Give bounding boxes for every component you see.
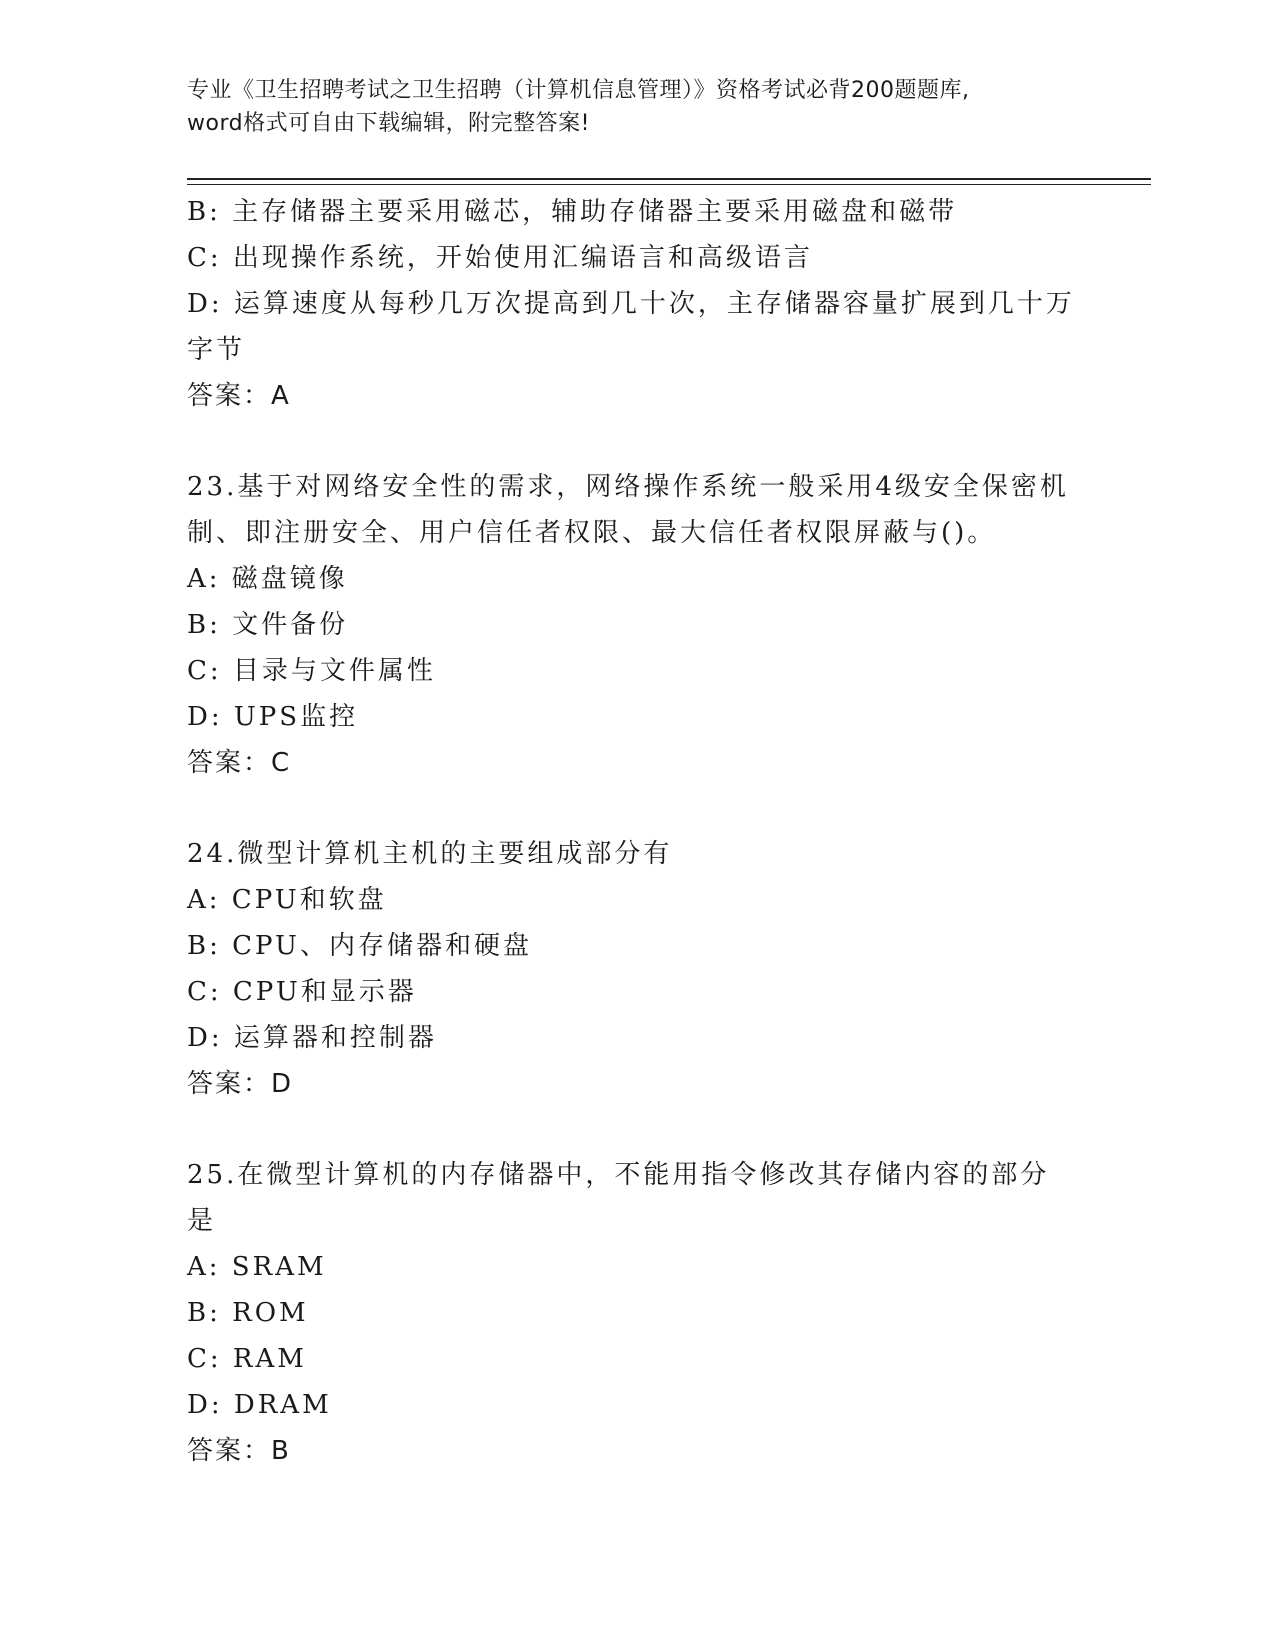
answer: 答案：B xyxy=(187,1436,291,1466)
question-stem: 23.基于对网络安全性的需求，网络操作系统一般采用4级安全保密机 xyxy=(187,472,1069,502)
option-b: B: CPU、内存储器和硬盘 xyxy=(187,931,532,961)
option-a: A: SRAM xyxy=(187,1252,327,1282)
option-d: D: 运算速度从每秒几万次提高到几十次，主存储器容量扩展到几十万 xyxy=(187,289,1075,319)
option-c: C: CPU和显示器 xyxy=(187,977,417,1007)
option-c: C: 目录与文件属性 xyxy=(187,656,436,686)
option-c: C: 出现操作系统，开始使用汇编语言和高级语言 xyxy=(187,243,813,273)
option-d: D: UPS监控 xyxy=(187,702,359,732)
document-header xyxy=(187,74,1087,140)
spacer xyxy=(187,786,1077,831)
header-title-line-2: word格式可自由下载编辑，附完整答案! xyxy=(187,111,590,136)
answer: 答案：D xyxy=(187,1069,294,1099)
option-d: D: DRAM xyxy=(187,1390,332,1420)
question-22-continuation xyxy=(187,189,1077,419)
option-c: C: RAM xyxy=(187,1344,307,1374)
spacer xyxy=(187,1107,1077,1152)
option-a: A: 磁盘镜像 xyxy=(187,564,348,594)
answer: 答案：C xyxy=(187,748,292,778)
option-a: A: CPU和软盘 xyxy=(187,885,387,915)
question-stem: 24.微型计算机主机的主要组成部分有 xyxy=(187,839,673,869)
header-divider-thin xyxy=(187,184,1151,185)
question-24 xyxy=(187,831,1077,1107)
option-d-continued: 字节 xyxy=(187,335,246,365)
spacer xyxy=(187,419,1077,464)
option-b: B: 主存储器主要采用磁芯，辅助存储器主要采用磁盘和磁带 xyxy=(187,197,958,227)
question-23 xyxy=(187,464,1077,786)
option-b: B: ROM xyxy=(187,1298,309,1328)
option-d: D: 运算器和控制器 xyxy=(187,1023,437,1053)
question-25 xyxy=(187,1152,1077,1474)
question-list xyxy=(187,189,1077,1474)
answer: 答案：A xyxy=(187,381,291,411)
header-divider-thick xyxy=(187,178,1151,180)
question-stem-continued: 制、即注册安全、用户信任者权限、最大信任者权限屏蔽与()。 xyxy=(187,518,997,548)
option-b: B: 文件备份 xyxy=(187,610,349,640)
question-stem: 25.在微型计算机的内存储器中，不能用指令修改其存储内容的部分是 xyxy=(187,1160,1050,1236)
header-title-line-1: 专业《卫生招聘考试之卫生招聘（计算机信息管理）》资格考试必背200题题库, xyxy=(187,78,970,103)
